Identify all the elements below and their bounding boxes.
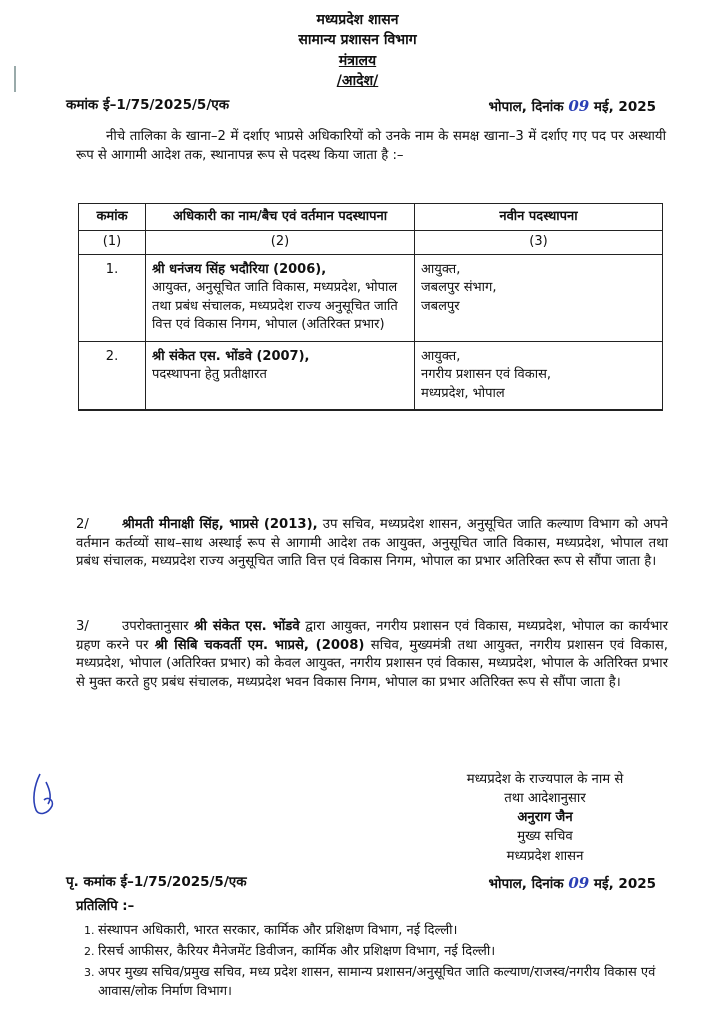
endorsement-date-suffix: मई, 2025	[593, 876, 656, 892]
officer-name: श्री संकेत एस. भोंडवे	[194, 619, 300, 634]
new-posting-line: मध्यप्रदेश, भोपाल	[421, 385, 505, 401]
endorsement-date	[488, 873, 656, 894]
officer-name: श्री संकेत एस. भोंडवे (2007),	[152, 348, 310, 364]
order-title: /आदेश/	[336, 72, 379, 89]
endorsement-date-prefix: भोपाल, दिनांक	[488, 876, 564, 892]
endorsement-date-day-handwritten: 09	[568, 874, 590, 892]
new-posting-line: जबलपुर	[421, 298, 460, 314]
officer-name: श्रीमती मीनाक्षी सिंह, भाप्रसे (2013),	[122, 517, 318, 532]
officer-name: श्री सिबि चकवर्ती एम. भाप्रसे, (2008)	[154, 637, 365, 653]
endorsement-number: पृ. कमांक ई–1/75/2025/5/एक	[66, 874, 247, 890]
officer-current-posting: पदस्थापना हेतु प्रतीक्षारत	[152, 367, 267, 383]
column-number: (2)	[146, 231, 415, 254]
posting-table	[78, 203, 663, 411]
officer-current-posting: आयुक्त, अनुसूचित जाति विकास, मध्यप्रदेश, भोपाल तथा प्रबंध संचालक, मध्यप्रदेश राज्य अनुसूचित जाति वित्त एवं विकास निगम, भोपाल (अतिरिक्त प्रभार)	[152, 280, 398, 333]
table-header-row	[79, 204, 663, 231]
header-officer: अधिकारी का नाम/बैच एवं वर्तमान पदस्थापना	[146, 204, 415, 231]
row-serial: 1.	[79, 254, 146, 341]
signature-block	[420, 770, 670, 866]
list-item: 3. अपर मुख्य सचिव/प्रमुख सचिव, मध्य प्रदेश शासन, सामान्य प्रशासन/अनुसूचित जाति कल्याण/राजस्व/नगरीय विकास एवं आवास/लोक निर्माण विभाग।	[98, 964, 690, 1002]
row-officer	[146, 341, 415, 410]
table-column-number-row	[79, 231, 663, 254]
paragraph-3	[76, 618, 668, 693]
signatory-name: अनुराग जैन	[517, 810, 573, 826]
government-name: मध्यप्रदेश शासन	[316, 12, 399, 28]
paragraph-text: सचिव, मुख्यमंत्री तथा आयुक्त, नगरीय प्रशासन एवं विकास, मध्यप्रदेश, भोपाल (अतिरिक्त प्रभार) को केवल आयुक्त, नगरीय प्रशासन एवं विकास, मध्यप्रदेश, भोपाल के अतिरिक्त प्रभार से मुक्त करते हुए प्रबंध संचालक, मध्यप्रदेश भवन विकास निगम, भोपाल का प्रभार अतिरिक्त रूप से सौंपा जाता है।	[76, 637, 668, 691]
officer-name: श्री धनंजय सिंह भदौरिया (2006),	[152, 261, 327, 277]
intro-paragraph: नीचे तालिका के खाना–2 में दर्शाए भाप्रसे अधिकारियों को उनके नाम के समक्ष खाना–3 में दर्शाए गए पद पर अस्थायी रूप से आगामी आदेश तक, स्थानापन्न रूप से पदस्थ किया जाता है :–	[76, 129, 666, 163]
paragraph-number: 2/	[76, 517, 89, 532]
paragraph-text: द्वारा आयुक्त, नगरीय प्रशासन एवं विकास, मध्यप्रदेश, भोपाल का कार्यभार ग्रहण करने पर	[76, 619, 668, 653]
paragraph-text: उप सचिव, मध्यप्रदेश शासन, अनुसूचित जाति कल्याण विभाग को अपने वर्तमान कर्तव्यों साथ–साथ अस्थाई रूप से आगामी आदेश तक आयुक्त, अनुसूचित जाति विकास, मध्यप्रदेश, भोपाल तथा प्रबंध संचालक, मध्यप्रदेश राज्य अनुसूचित जाति वित्त एवं विकास निगम, भोपाल का प्रभार अतिरिक्त रूप से सौंपा जाता है।	[76, 517, 668, 570]
document-header	[0, 10, 715, 91]
paragraph-text: उपरोक्तानुसार	[122, 619, 189, 634]
ministry-name: मंत्रालय	[338, 52, 377, 69]
order-number: कमांक ई–1/75/2025/5/एक	[66, 97, 230, 113]
table-row	[79, 341, 663, 410]
new-posting-line: आयुक्त,	[421, 261, 461, 277]
order-date-prefix: भोपाल, दिनांक	[488, 99, 564, 115]
signatory-org: मध्यप्रदेश शासन	[506, 848, 584, 864]
row-new-posting	[415, 254, 663, 341]
copy-heading: प्रतिलिपि :–	[76, 899, 135, 914]
header-serial: कमांक	[79, 204, 146, 231]
order-date-day-handwritten: 09	[568, 97, 590, 115]
initials-signature-icon	[26, 770, 66, 820]
column-number: (3)	[415, 231, 663, 254]
copy-list	[76, 922, 690, 1003]
paragraph-2	[76, 516, 668, 572]
header-new-posting: नवीन पदस्थापना	[415, 204, 663, 231]
new-posting-line: जबलपुर संभाग,	[421, 280, 497, 296]
authority-line: मध्यप्रदेश के राज्यपाल के नाम से	[466, 772, 624, 787]
new-posting-line: नगरीय प्रशासन एवं विकास,	[421, 367, 552, 383]
column-number: (1)	[79, 231, 146, 254]
row-officer	[146, 254, 415, 341]
signatory-designation: मुख्य सचिव	[517, 829, 573, 845]
authority-line: तथा आदेशानुसार	[504, 791, 586, 807]
table-row	[79, 254, 663, 341]
paragraph-number: 3/	[76, 619, 89, 634]
row-serial: 2.	[79, 341, 146, 410]
row-new-posting	[415, 341, 663, 410]
department-name: सामान्य प्रशासन विभाग	[298, 32, 417, 49]
order-date-suffix: मई, 2025	[593, 99, 656, 115]
new-posting-line: आयुक्त,	[421, 348, 461, 364]
list-item: 2. रिसर्च आफीसर, कैरियर मैनेजमेंट डिवीजन, कार्मिक और प्रशिक्षण विभाग, नई दिल्ली।	[98, 943, 690, 962]
order-date	[488, 96, 656, 117]
list-item: 1. संस्थापन अधिकारी, भारत सरकार, कार्मिक और प्रशिक्षण विभाग, नई दिल्ली।	[98, 922, 690, 941]
